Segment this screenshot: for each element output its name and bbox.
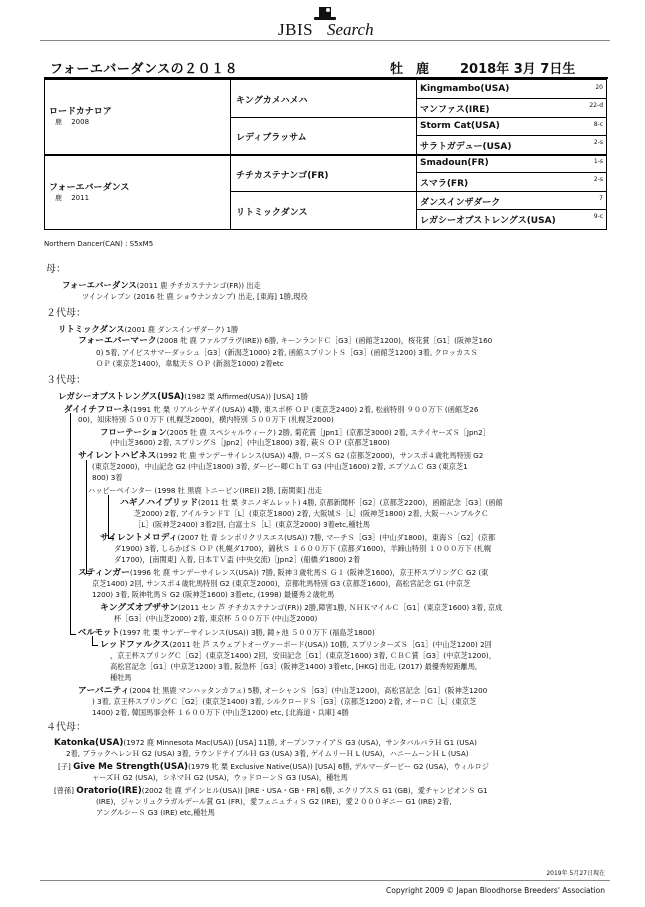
line-detail: 京芝1400) 2回, サンスポ４歳牝馬特別 G2 (東京芝2000)，京都牝馬特別 G3 (京都芝1600)，高松宮記念 G1 (中京芝 (92, 579, 471, 588)
section-header-2nd-dam: ２代母： (46, 308, 86, 319)
tree-connector (108, 495, 109, 538)
dam-sire[interactable]: チチカステナンゴ(FR) (236, 171, 329, 181)
horse-link[interactable]: フォーエバーマーク (78, 336, 157, 346)
line-detail: (2002 牡 鹿 デインヒル(USA)) [IRE・USA・GB・FR] 6勝, エクリプスＳ G1 (GB)，愛チャンピオンＳ G1 (141, 786, 488, 795)
family-line (114, 614, 317, 624)
family-line (58, 391, 308, 402)
dam-dam[interactable]: リトミックダンス (236, 208, 308, 218)
line-detail: (東京芝2000)，中山記念 G2 (中山芝1800) 3着, ダービー卿ＣｈＴ G3 (中山芝1600) 2着, エプソムＣ G3 (東京芝1 (92, 462, 468, 471)
section-header-4th-dam: ４代母： (46, 722, 86, 733)
horse-link[interactable]: Katonka(USA) (54, 738, 124, 748)
line-detail: ツインイレブン (2016 牡 鹿 ショウナンカンプ) 出走, [東海] 1勝,現役 (82, 292, 308, 301)
g3-name: スマラ(FR) (420, 179, 469, 189)
family-code: 2-s (593, 176, 603, 183)
family-line (64, 404, 478, 415)
line-detail: 2着, ブラックヘレンＨ G2 (USA) 3着, ラウンドテイブルＨ G3 (USA) 3着, ゲイムリーＨ L (USA)，ハニームーンＨ L (USA) (66, 749, 469, 758)
family-line (78, 686, 487, 696)
inbreeding-note: Northern Dancer(CAN) : S5xM5 (44, 240, 154, 248)
family-line (134, 509, 488, 519)
line-detail: ，京王杯スプリングＣ［G2］(東京芝1400) 2回，安田記念［G1］(東京芝1600) 3着, ＣＢＣ賞［G3］(中京芝1200)， (110, 651, 496, 660)
family-line (100, 640, 492, 650)
line-detail: 芝2000) 2着, アイルランドＴ［L］(東京芝1800) 2着, 大阪城Ｓ［L］(阪神芝1800) 2着, 大阪－ハンブルクＣ (134, 509, 489, 518)
sire-sire[interactable]: キングカメハメハ (236, 96, 308, 106)
logo-text-search: Search (327, 20, 374, 39)
family-code: 8-c (593, 121, 603, 128)
line-detail: (1982 栗 Affirmed(USA)) [USA] 1勝 (184, 392, 308, 401)
horse-link[interactable]: Give Me Strength(USA) (73, 762, 189, 772)
line-detail: 杯［G3］(中山芝2000) 2着, 東京杯 ５００万下 (中山芝2000) (114, 614, 318, 623)
family-line (66, 749, 469, 759)
family-code: 22-d (589, 102, 603, 109)
tree-connector (86, 573, 92, 574)
horse-link[interactable]: レガシーオブストレングス(USA) (58, 391, 185, 401)
line-detail: (2001 鹿 ダンスインザダーク) 1勝 (124, 325, 239, 334)
prefix-offspring: [子] (58, 762, 71, 771)
family-line (96, 797, 452, 807)
horse-birth-date: 2018年 3月 7日生 (460, 62, 576, 77)
family-code: 1-s (593, 158, 603, 165)
tree-connector (92, 645, 98, 646)
g3-name: Kingmambo(USA) (420, 84, 510, 94)
line-detail: 高松宮記念［G1］(中京芝1200) 3着, 阪急杯［G3］(阪神芝1400) 3着etc, [HKG] 出走, (2017) 最優秀短距離馬, (110, 662, 478, 671)
family-line (114, 544, 491, 554)
line-detail: 00)，知床特別 ５００万下 (札幌芝2000)，横内特別 ５００万下 (札幌芝2000) (78, 415, 334, 424)
line-detail: ＯＰ (東京芝1400)，韋駄天Ｓ ＯＰ (新潟芝1000) 2着etc (96, 359, 284, 368)
line-detail: (1996 牝 鹿 サンデーサイレンス(USA)) 7勝, 阪神３歳牝馬Ｓ Ｇ１ (阪神芝1600)，京王杯スプリングＣ G2 (東 (129, 568, 489, 577)
line-detail: (2007 牡 青 シンボリクリスエス(USA)) 7勝, マーチＳ［G3］(中山ダ1800)，東海Ｓ［G2］(京都 (177, 533, 496, 542)
horse-link[interactable]: サイレントハピネス (78, 451, 157, 461)
g3-name: レガシーオブストレングス(USA) (420, 216, 556, 226)
sire-dam[interactable]: レディブラッサム (236, 133, 307, 143)
family-line (78, 568, 488, 578)
line-detail: (1992 牝 鹿 サンデーサイレンス(USA)) 4勝, ローズＳ G2 (京都芝2000)，サンスポ４歳牝馬特別 G2 (156, 451, 484, 460)
horse-link[interactable]: Oratorio(IRE) (76, 786, 142, 796)
g3-name: Smadoun(FR) (420, 158, 489, 168)
family-line (78, 336, 492, 346)
family-line (78, 451, 483, 461)
as-of-date: 2019年 5月27日現在 (546, 870, 605, 877)
family-line (88, 486, 322, 496)
family-line (92, 579, 470, 589)
line-detail: (1997 牝 栗 サンデーサイレンス(USA)) 3勝, 鏡ヶ池 ５００万下 (福島芝1800) (119, 628, 375, 637)
sire-info: 鹿 2008 (55, 118, 90, 126)
family-line (58, 762, 489, 772)
line-detail: 種牡馬 (110, 673, 132, 682)
line-detail: 1400) 2着, 韓国馬事会杯 １６００万下 (中山芝1200) etc, [北海道・兵庫] 4勝 (92, 708, 349, 717)
family-code: 7 (599, 195, 603, 202)
family-line (54, 786, 488, 796)
section-header-dam: 母： (46, 264, 66, 275)
family-line (110, 673, 132, 683)
horse-link[interactable]: キングズオブザサン (100, 603, 179, 613)
family-line (92, 708, 349, 718)
section-header-3rd-dam: ３代母： (46, 375, 86, 386)
family-line (110, 651, 496, 661)
horse-sex-color: 牡 鹿 (390, 62, 430, 77)
family-code: 20 (595, 84, 603, 91)
horse-link[interactable]: ハギノハイブリッド (120, 498, 199, 508)
tree-connector (108, 538, 114, 539)
line-detail: アングルシーＳ G3 (IRE) etc,種牡馬 (96, 808, 215, 817)
horse-link[interactable]: アーバニティ (78, 686, 130, 696)
line-detail: ャーズＨ G2 (USA)，シネマＨ G2 (USA)，ウッドローンＳ G3 (USA)，種牡馬 (92, 773, 348, 782)
line-detail: ) 3着, 京王杯スプリングＣ［G2］(東京芝1400) 3着, シルクロードＳ［G3］(京都芝1200) 2着, オーロＣ［L］(東京芝 (92, 697, 477, 706)
horse-link[interactable]: スティンガー (78, 568, 130, 578)
line-detail: (2011 牡 芦 スウェプトオーヴァーボード(USA)) 10勝, スプリンターズＳ［G1］(中山芝1200) 2回 (169, 640, 492, 649)
line-detail: 1200) 3着, 阪神牝馬Ｓ G2 (阪神芝1600) 3着etc, (1998) 最優秀２歳牝馬 (92, 590, 335, 599)
tree-connector (92, 636, 93, 645)
horse-link[interactable]: フォーエバーダンス (62, 280, 137, 290)
family-line (78, 415, 334, 425)
family-line (134, 520, 370, 530)
line-detail: (2005 牡 鹿 スペシャルウィーク) 2勝, 菊花賞［Jpn1］(京都芝3000) 2着, ステイヤーズＳ［Jpn2］ (166, 428, 490, 437)
line-detail: (2011 牡 栗 タニノギムレット) 4勝, 京都新聞杯［G2］(京都芝2200)，函館記念［G3］(函館 (198, 498, 503, 507)
horse-link[interactable]: レッドファルクス (100, 640, 170, 650)
horse-link[interactable]: ベルモット (78, 627, 120, 637)
horse-link[interactable]: ダイイチフローネ (64, 404, 130, 414)
g3-name: ダンスインザダーク (420, 198, 501, 208)
line-detail: (IRE)，ジャンリュクラガルデール賞 G1 (FR)，愛フェニュティＳ G2 (IRE)，愛２０００ギニー G1 (IRE) 2着, (96, 797, 452, 806)
line-detail: (1991 牝 栗 リアルシヤダイ(USA)) 4勝, 東スポ杯 ＯＰ (東京芝2400) 2着, 松前特別 ９００万下 (函館芝26 (130, 405, 479, 414)
family-line (120, 498, 503, 508)
tree-connector (86, 460, 87, 573)
horse-link[interactable]: リトミックダンス (58, 324, 125, 334)
dam-name: フォーエバーダンス (49, 183, 130, 193)
horse-link[interactable]: フローテーション (100, 427, 167, 437)
family-line (96, 348, 478, 358)
tree-connector (70, 413, 71, 634)
dam-info: 鹿 2011 (55, 194, 90, 202)
copyright: Copyright 2009 © Japan Bloodhorse Breeders' Association (386, 886, 605, 895)
family-code: 9-c (593, 213, 603, 220)
family-code: 2-s (593, 139, 603, 146)
horse-name: フォーエバーダンスの２０１８ (50, 62, 239, 77)
g3-name: Storm Cat(USA) (420, 121, 500, 131)
logo-text-jbis: JBIS (278, 20, 314, 39)
line-detail: 0) 5着, アイビスサマーダッシュ［G3］(新潟芝1000) 2着, 函館スプリントＳ［G3］(函館芝1200) 3着, クロッカスＳ (96, 348, 478, 357)
family-line (58, 324, 238, 335)
line-detail: ダ1900) 3着, しらかばＳ ＯＰ (札幌ダ1700)，錦秋Ｓ １６００万下 (京都ダ1600)，羊蹄山特別 １０００万下 (札幌 (114, 544, 492, 553)
family-line (54, 738, 477, 748)
family-line (62, 280, 261, 291)
line-detail: ハッピーペインター (1998 牡 黒鹿 トニービン(IRE)) 2勝, [南関東] 出走 (88, 486, 323, 495)
prefix-great-grandchild: [曾孫] (54, 786, 74, 795)
footer-divider (40, 880, 610, 881)
family-line (114, 555, 360, 565)
family-line (100, 427, 490, 438)
line-detail: (2008 牝 鹿 ファルブラヴ(IRE)) 6勝, キーンランドＣ［G3］(函館芝1200)，桜花賞［G1］(阪神芝160 (156, 336, 493, 345)
line-detail: ダ1700)，[南関東] 入着, 日本ＴＶ盃 (中央交流)［Jpn2］(船橋ダ1800) 2着 (114, 555, 361, 564)
family-line (92, 473, 123, 483)
line-detail: 800) 3着 (92, 473, 123, 482)
family-line (82, 292, 308, 302)
family-line (92, 590, 334, 600)
tree-connector (70, 634, 76, 635)
family-line (110, 438, 390, 448)
line-detail: (中山芝3600) 2着, スプリングＳ［Jpn2］(中山芝1800) 3着, 萩Ｓ ＯＰ (京都芝1800) (110, 438, 390, 447)
family-line (96, 808, 215, 818)
family-line (96, 359, 284, 369)
line-detail: (2011 セン 芦 チチカステナンゴ(FR)) 2勝,障害1勝, ＮＨＫマイルＣ［G1］(東京芝1600) 3着, 京成 (178, 603, 503, 612)
family-line (92, 697, 476, 707)
g3-name: マンファス(IRE) (420, 105, 490, 115)
line-detail: ［L］(阪神芝2400) 3着2回, 白富士Ｓ［L］(東京芝2000) 3着etc,種牡馬 (134, 520, 370, 529)
family-line (110, 662, 477, 672)
family-line (92, 773, 348, 783)
family-line (92, 462, 468, 472)
family-line (100, 533, 495, 543)
line-detail: (1979 牝 栗 Exclusive Native(USA)) [USA] 6勝, デルマーダービー G2 (USA)，ウィルロジ (188, 762, 489, 771)
family-line (100, 603, 502, 613)
line-detail: (1972 鹿 Minnesota Mac(USA)) [USA] 11勝, オープンファイアＳ G3 (USA)，サンタバルバラＨ G1 (USA) (123, 738, 477, 747)
horse-link[interactable]: サイレントメロディ (100, 533, 178, 543)
family-line (78, 627, 375, 638)
line-detail: (2004 牡 黒鹿 マンハッタンカフェ) 5勝, オーシャンＳ［G3］(中山芝1200)，高松宮記念［G1］(阪神芝1200 (129, 686, 488, 695)
sire-name: ロードカナロア (49, 107, 112, 117)
g3-name: サラトガデュー(USA) (420, 142, 512, 152)
line-detail: (2011 鹿 チチカステナンゴ(FR)) 出走 (136, 281, 261, 290)
